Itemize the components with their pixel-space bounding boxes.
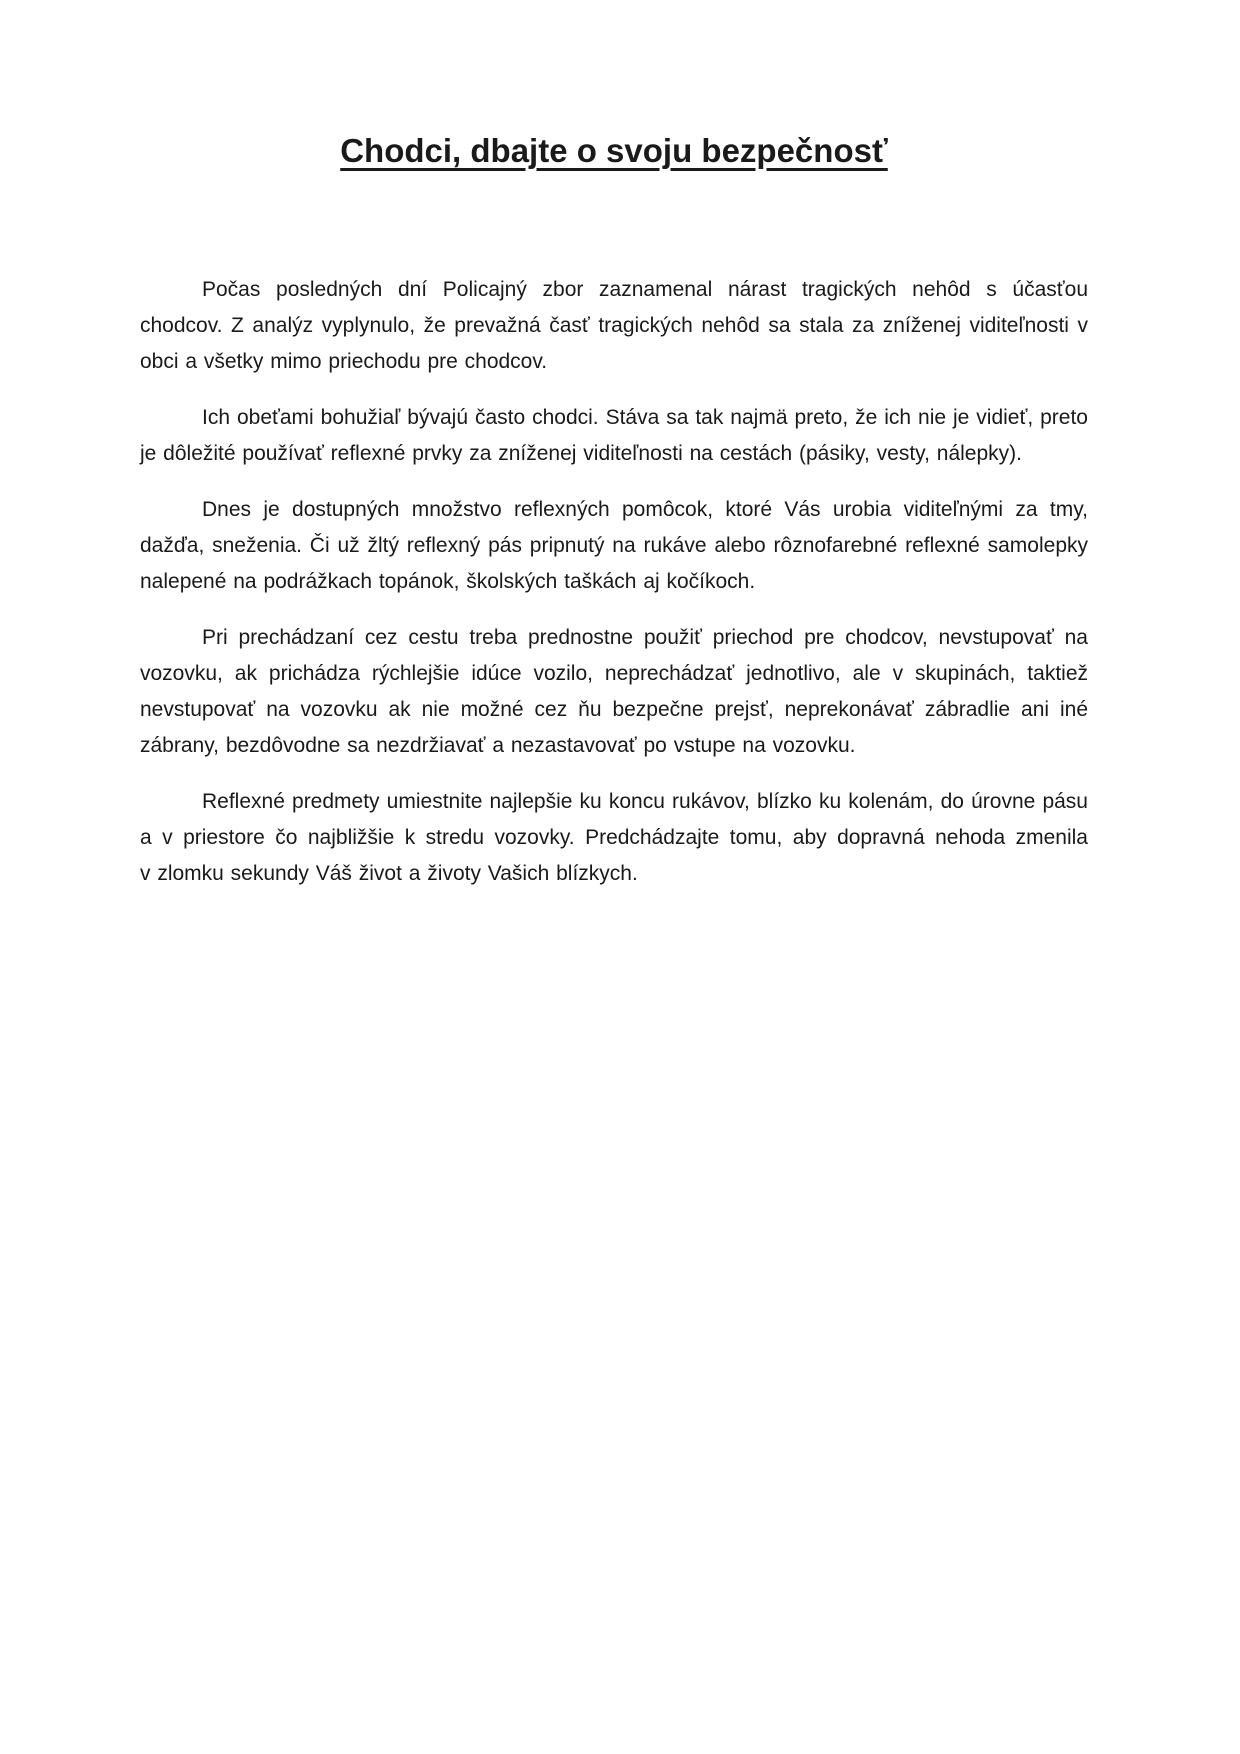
document-body	[140, 272, 1088, 892]
document-title-text: Chodci, dbajte o svoju bezpečnosť	[340, 132, 888, 169]
document-title	[140, 132, 1088, 170]
paragraph-2: Ich obeťami bohužiaľ bývajú často chodci. Stáva sa tak najmä preto, že ich nie je vidieť, preto je dôležité používať reflexné prvky za zníženej viditeľnosti na cestách (pásiky, vesty, nálepky).	[140, 406, 1088, 465]
paragraph-1: Počas posledných dní Policajný zbor zaznamenal nárast tragických nehôd s účasťou chodcov. Z analýz vyplynulo, že prevažná časť tragických nehôd sa stala za zníženej viditeľnosti v obci a všetky mimo priechodu pre chodcov.	[140, 278, 1088, 373]
paragraph-3: Dnes je dostupných množstvo reflexných pomôcok, ktoré Vás urobia viditeľnými za tmy, dažďa, sneženia. Či už žltý reflexný pás pripnutý na rukáve alebo rôznofarebné reflexné samolepky nalepené na podrážkach topánok, školských taškách aj kočíkoch.	[140, 498, 1088, 593]
paragraph-4: Pri prechádzaní cez cestu treba prednostne použiť priechod pre chodcov, nevstupovať na vozovku, ak prichádza rýchlejšie idúce vozilo, neprechádzať jednotlivo, ale v skupinách, taktiež nevstupovať na vozovku ak nie možné cez ňu bezpečne prejsť, neprekonávať zábradlie ani iné zábrany, bezdôvodne sa nezdržiavať a nezastavovať po vstupe na vozovku.	[140, 626, 1088, 757]
paragraph-5: Reflexné predmety umiestnite najlepšie ku koncu rukávov, blízko ku kolenám, do úrovne pásu a v priestore čo najbližšie k stredu vozovky. Predchádzajte tomu, aby dopravná nehoda zmenila v zlomku sekundy Váš život a životy Vašich blízkych.	[140, 790, 1088, 885]
